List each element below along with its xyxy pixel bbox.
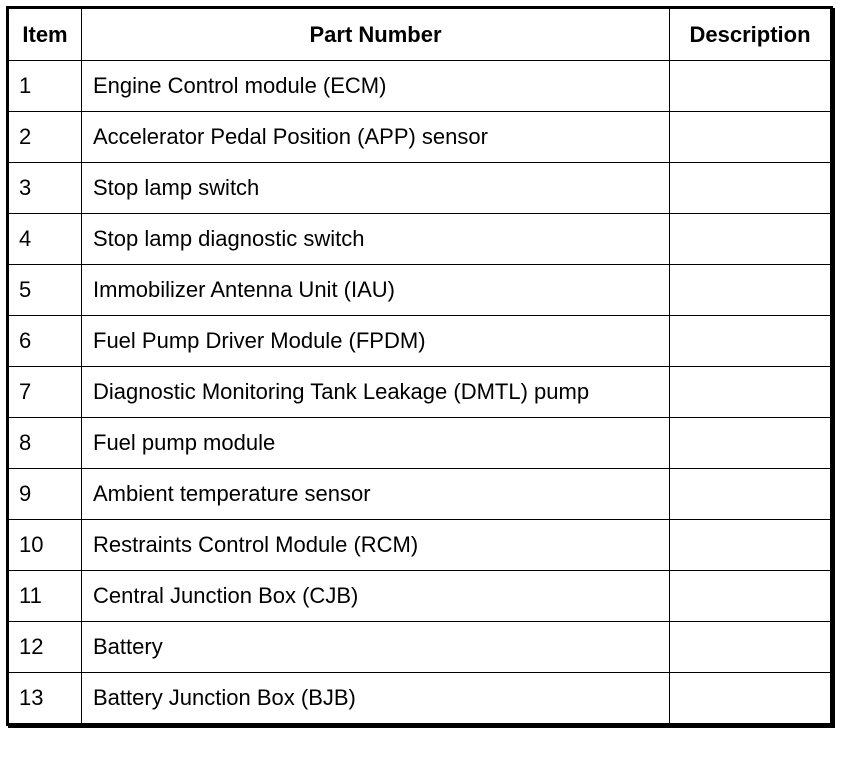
cell-item: 13 [8, 673, 82, 725]
cell-description [670, 163, 832, 214]
cell-description [670, 571, 832, 622]
cell-part-number: Ambient temperature sensor [82, 469, 670, 520]
cell-description [670, 265, 832, 316]
table-body [8, 61, 832, 725]
cell-description [670, 673, 832, 725]
table-row [8, 265, 832, 316]
cell-description [670, 316, 832, 367]
cell-part-number: Immobilizer Antenna Unit (IAU) [82, 265, 670, 316]
cell-item: 2 [8, 112, 82, 163]
cell-description [670, 367, 832, 418]
parts-table-container [6, 6, 833, 726]
table-row [8, 163, 832, 214]
cell-part-number: Stop lamp diagnostic switch [82, 214, 670, 265]
table-row [8, 673, 832, 725]
cell-description [670, 61, 832, 112]
cell-item: 11 [8, 571, 82, 622]
cell-description [670, 112, 832, 163]
cell-part-number: Diagnostic Monitoring Tank Leakage (DMTL) pump [82, 367, 670, 418]
cell-part-number: Stop lamp switch [82, 163, 670, 214]
cell-part-number: Engine Control module (ECM) [82, 61, 670, 112]
cell-part-number: Restraints Control Module (RCM) [82, 520, 670, 571]
cell-part-number: Battery Junction Box (BJB) [82, 673, 670, 725]
cell-item: 1 [8, 61, 82, 112]
cell-description [670, 214, 832, 265]
cell-item: 5 [8, 265, 82, 316]
cell-item: 8 [8, 418, 82, 469]
table-row [8, 367, 832, 418]
cell-item: 10 [8, 520, 82, 571]
cell-item: 4 [8, 214, 82, 265]
cell-description [670, 622, 832, 673]
table-row [8, 316, 832, 367]
table-row [8, 112, 832, 163]
cell-description [670, 418, 832, 469]
table-row [8, 520, 832, 571]
cell-item: 6 [8, 316, 82, 367]
cell-part-number: Accelerator Pedal Position (APP) sensor [82, 112, 670, 163]
header-description: Description [670, 8, 832, 61]
table-row [8, 418, 832, 469]
header-item: Item [8, 8, 82, 61]
cell-part-number: Fuel pump module [82, 418, 670, 469]
table-row [8, 214, 832, 265]
table-row [8, 469, 832, 520]
header-part-number: Part Number [82, 8, 670, 61]
cell-item: 7 [8, 367, 82, 418]
table-row [8, 571, 832, 622]
table-header-row [8, 8, 832, 61]
cell-description [670, 469, 832, 520]
cell-part-number: Fuel Pump Driver Module (FPDM) [82, 316, 670, 367]
cell-description [670, 520, 832, 571]
cell-item: 3 [8, 163, 82, 214]
table-row [8, 61, 832, 112]
cell-part-number: Central Junction Box (CJB) [82, 571, 670, 622]
cell-part-number: Battery [82, 622, 670, 673]
cell-item: 12 [8, 622, 82, 673]
cell-item: 9 [8, 469, 82, 520]
table-row [8, 622, 832, 673]
parts-table [6, 6, 833, 726]
